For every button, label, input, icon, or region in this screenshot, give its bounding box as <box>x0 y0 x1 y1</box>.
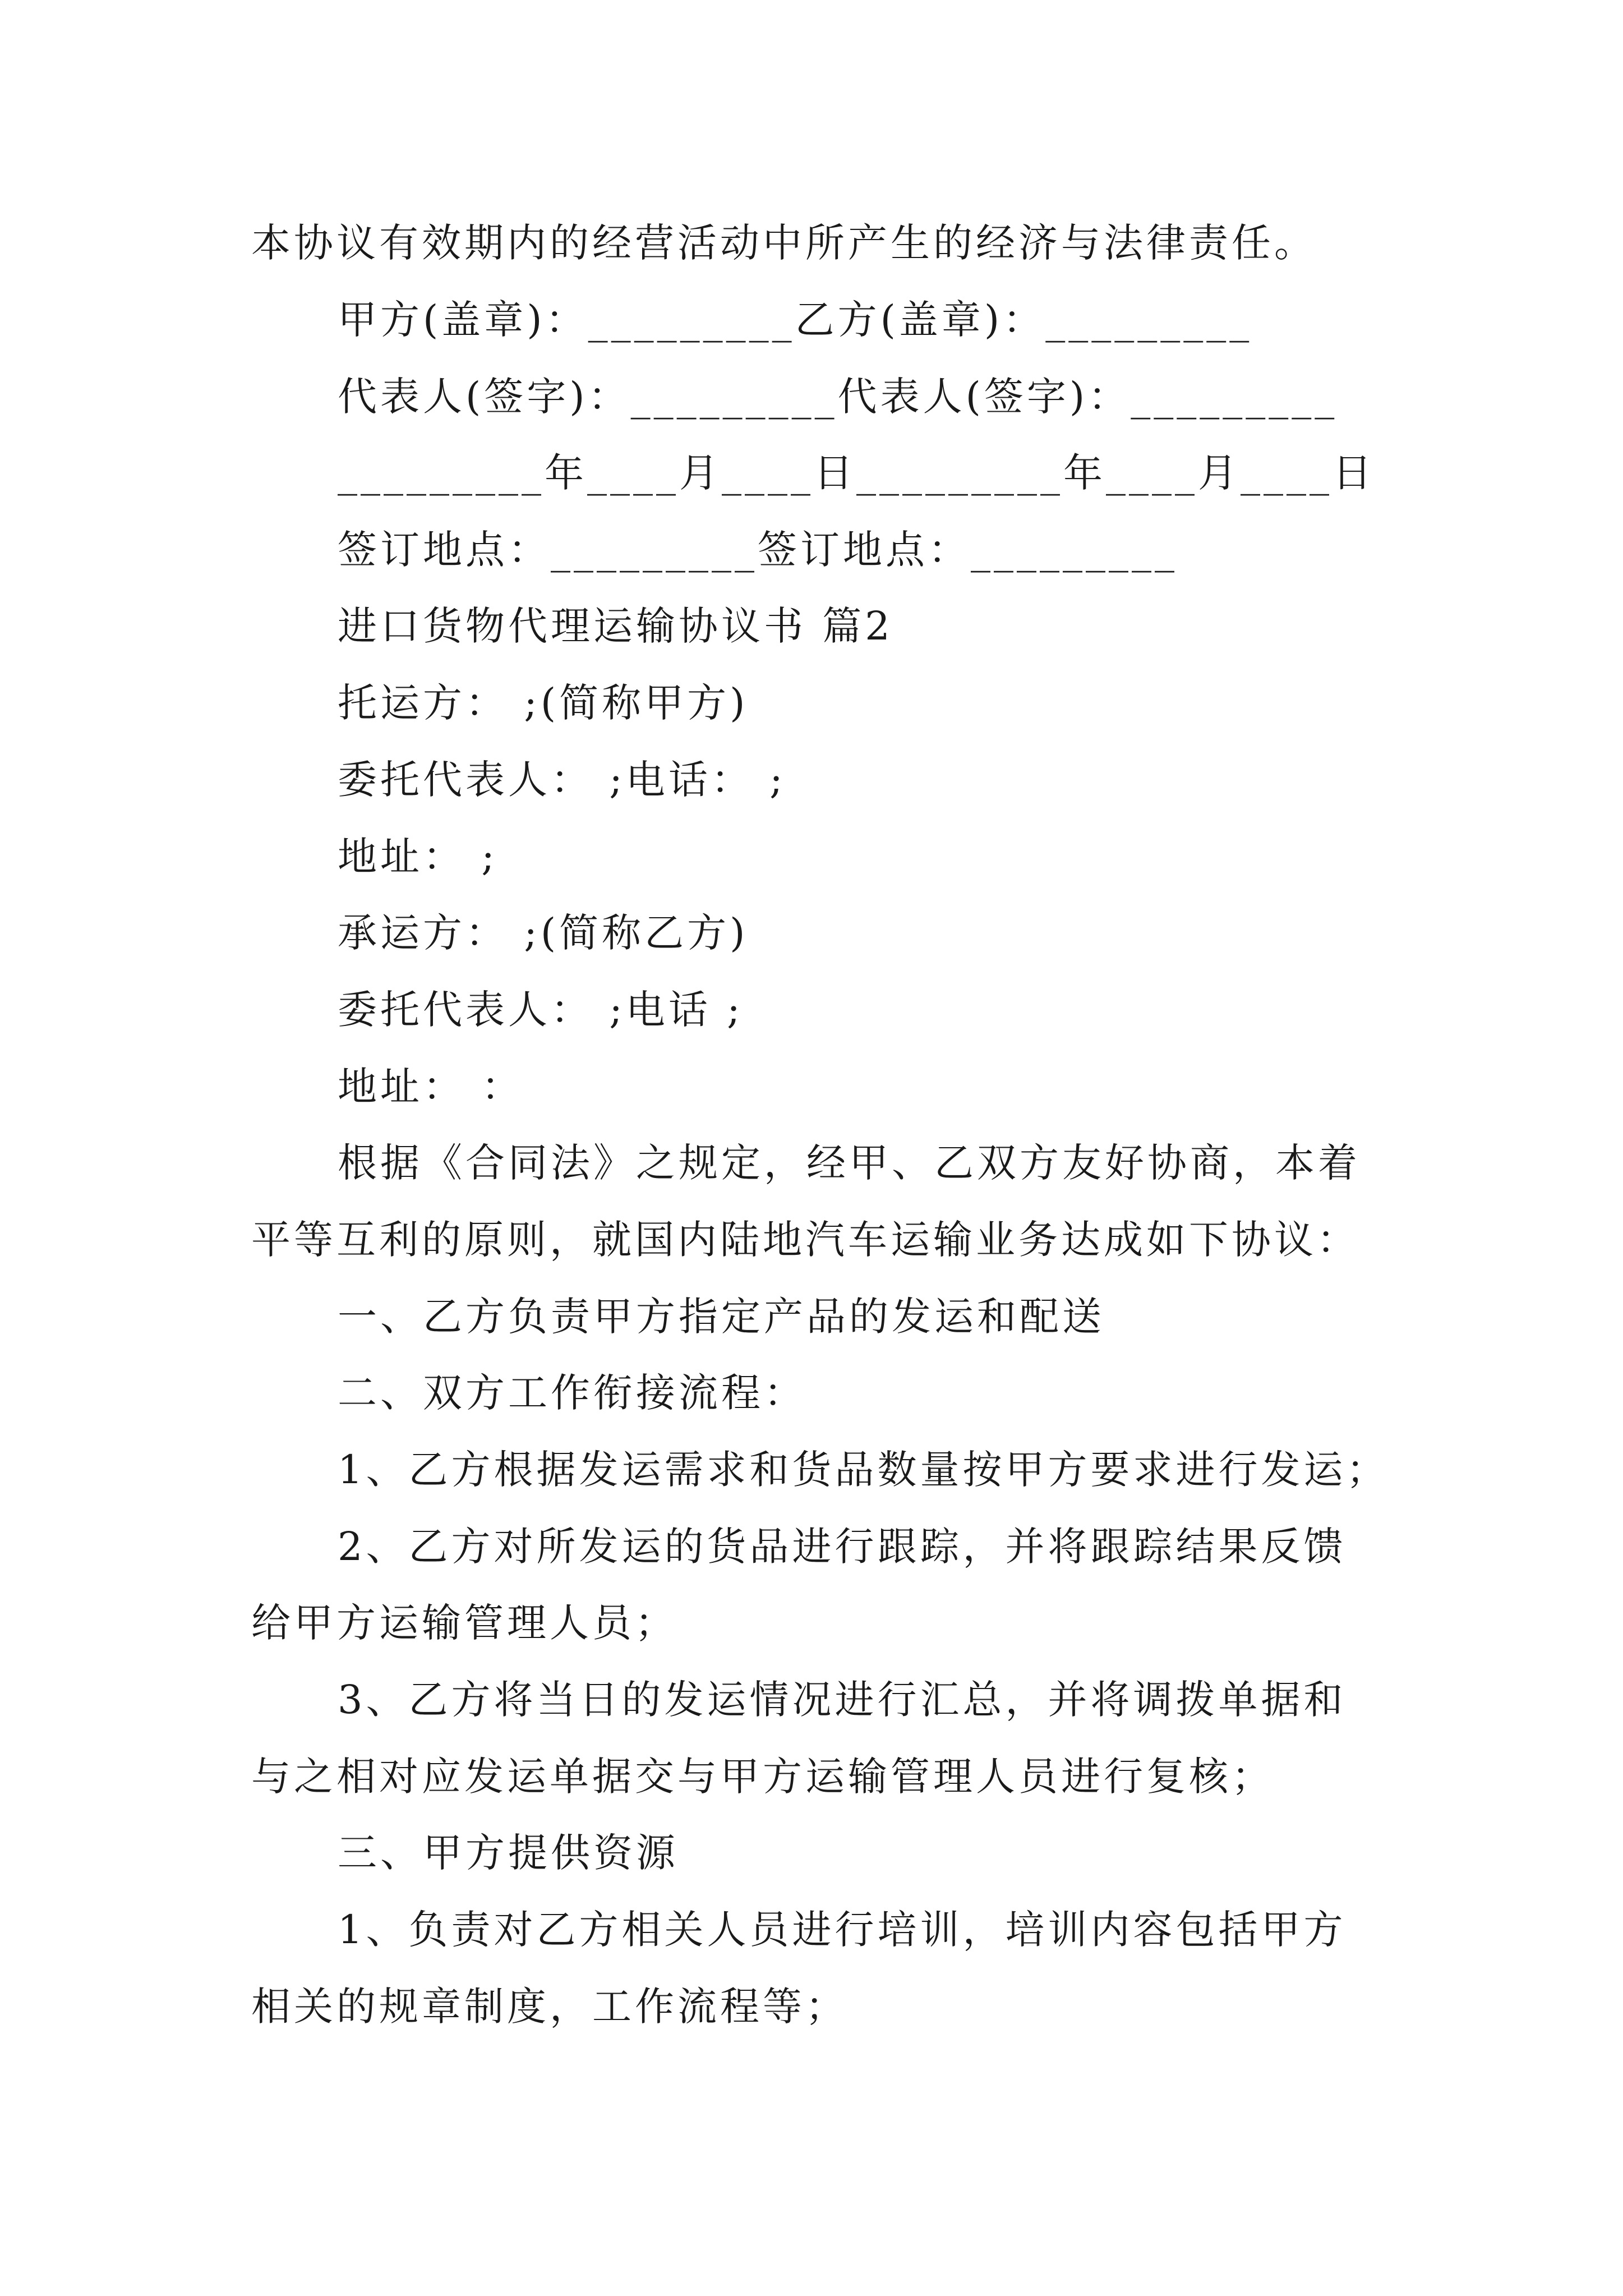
text-line: 平等互利的原则，就国内陆地汽车运输业务达成如下协议： <box>251 1217 1359 1263</box>
text-line: 托运方： ;(简称甲方) <box>338 680 749 726</box>
text-line: 1、负责对乙方相关人员进行培训，培训内容包括甲方 <box>338 1907 1347 1953</box>
text-line: 给甲方运输管理人员； <box>251 1600 677 1646</box>
text-line: 与之相对应发运单据交与甲方运输管理人员进行复核； <box>251 1754 1274 1800</box>
text-line: 地址： ; <box>338 834 498 880</box>
text-line: _________年____月____日_________年____月____日 <box>338 450 1375 496</box>
text-line: 3、乙方将当日的发运情况进行汇总，并将调拨单据和 <box>338 1677 1347 1723</box>
text-line: 代表人(签字)：_________代表人(签字)：_________ <box>338 374 1338 420</box>
text-line: 二、双方工作衔接流程： <box>338 1370 806 1416</box>
text-line: 三、甲方提供资源 <box>338 1830 679 1876</box>
text-line: 承运方： ;(简称乙方) <box>338 910 749 956</box>
text-line: 2、乙方对所发运的货品进行跟踪，并将跟踪结果反馈 <box>338 1524 1347 1570</box>
text-line: 根据《合同法》之规定，经甲、乙双方友好协商，本着 <box>338 1140 1361 1186</box>
text-line: 1、乙方根据发运需求和货品数量按甲方要求进行发运； <box>338 1447 1389 1493</box>
text-line: 相关的规章制度，工作流程等； <box>251 1984 848 2030</box>
text-line: 委托代表人： ;电话 ; <box>338 987 744 1033</box>
text-line: 地址： ： <box>338 1064 524 1110</box>
text-line: 本协议有效期内的经营活动中所产生的经济与法律责任。 <box>251 220 1317 266</box>
text-line: 甲方(盖章)：_________乙方(盖章)：_________ <box>338 297 1253 343</box>
text-line: 委托代表人： ;电话： ; <box>338 757 786 803</box>
section-heading: 进口货物代理运输协议书 篇2 <box>338 603 893 649</box>
text-line: 一、乙方负责甲方指定产品的发运和配送 <box>338 1294 1105 1340</box>
text-line: 签订地点：_________签订地点：_________ <box>338 527 1178 573</box>
